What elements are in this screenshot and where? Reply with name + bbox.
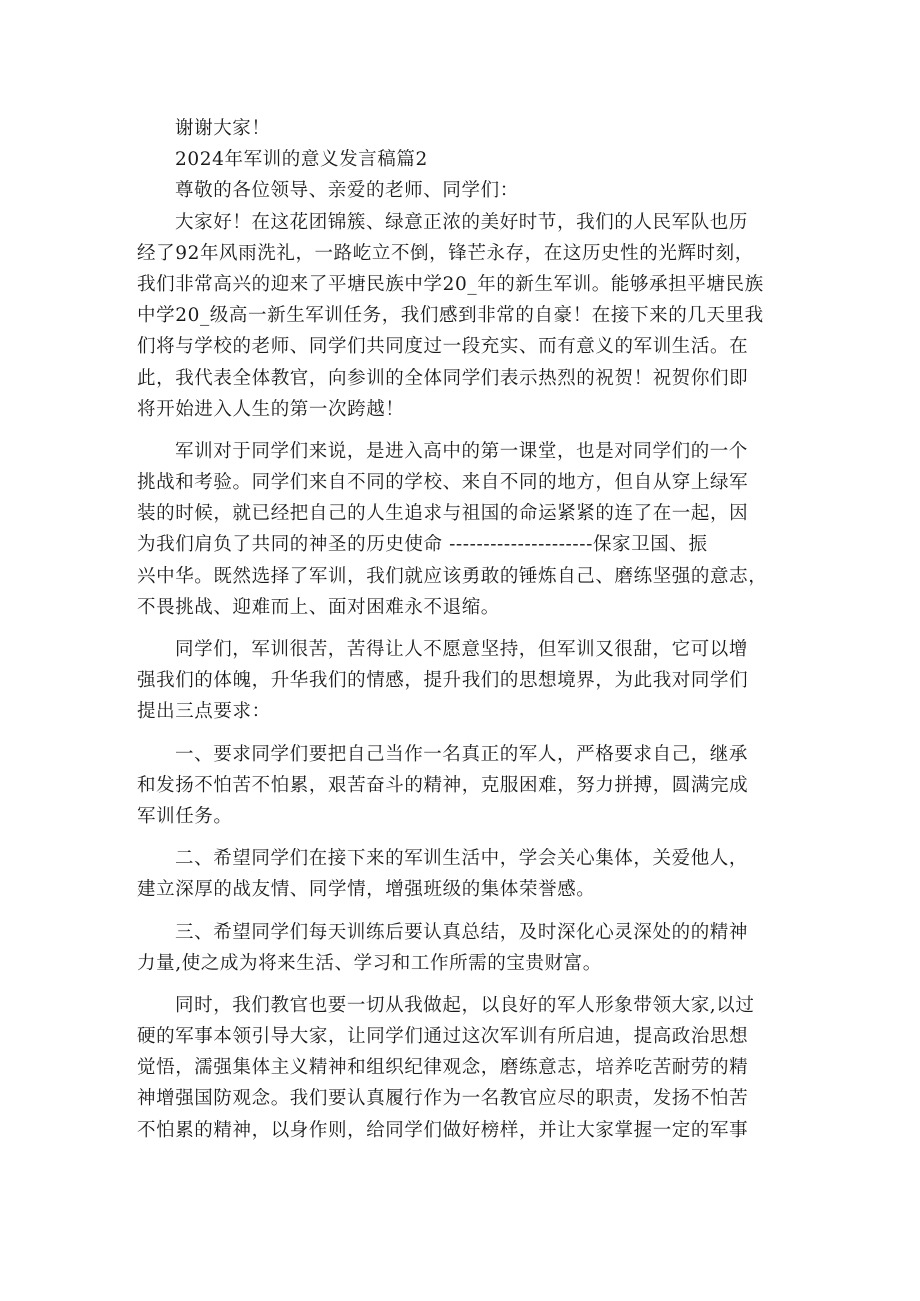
text-line: 挑战和考验。同学们来自不同的学校、来自不同的地方，但自从穿上绿军 — [137, 472, 749, 494]
text-line: 不畏挑战、迎难而上、面对困难永不退缩。 — [137, 596, 500, 618]
text-line: 觉悟，濡强集体主义精神和组织纪律观念，磨练意志，培养吃苦耐劳的精 — [137, 1057, 749, 1079]
text-line: 和发扬不怕苦不怕累，艰苦奋斗的精神，克服困难，努力拼搏，圆满完成 — [137, 774, 749, 796]
text-line: 不怕累的精神，以身作则，给同学们做好榜样，并让大家掌握一定的军事 — [137, 1119, 749, 1141]
text-line: 为我们肩负了共同的神圣的历史使命 ---------------------保家卫国、振 — [137, 534, 708, 556]
salutation: 尊敬的各位领导、亲爱的老师、同学们： — [175, 180, 519, 202]
text-line: 建立深厚的战友情、同学情，增强班级的集体荣誉感。 — [137, 879, 596, 901]
text-line: 大家好！在这花团锦簇、绿意正浓的美好时节，我们的人民军队也历 — [175, 211, 749, 233]
text-line: 强我们的体魄，升华我们的情感，提升我们的思想境界，为此我对同学们 — [137, 670, 749, 692]
text-line: 军训对于同学们来说，是进入高中的第一课堂，也是对同学们的一个 — [175, 440, 749, 462]
text-line: 将开始进入人生的第一次跨越！ — [137, 398, 405, 420]
text-line: 同时，我们教官也要一切从我做起，以良好的军人形象带领大家,以过 — [175, 994, 755, 1016]
text-line: 神增强国防观念。我们要认真履行作为一名教官应尽的职责，发扬不怕苦 — [137, 1088, 749, 1110]
text-line: 硬的军事本领引导大家，让同学们通过这次军训有所启迪，提高政治思想 — [137, 1026, 749, 1048]
text-line: 装的时候，就已经把自己的人生追求与祖国的命运紧紧的连了在一起，因 — [137, 503, 749, 525]
text-line: 此，我代表全体教官，向参训的全体同学们表示热烈的祝贺！祝贺你们即 — [137, 367, 749, 389]
text-line-thanks: 谢谢大家！ — [175, 118, 271, 139]
text-line: 们将与学校的老师、同学们共同度过一段充实、而有意义的军训生活。在 — [137, 336, 749, 358]
text-line: 二、希望同学们在接下来的军训生活中，学会关心集体，关爱他人， — [175, 848, 749, 870]
text-line: 经了92年风雨洗礼，一路屹立不倒，锋芒永存，在这历史性的光辉时刻， — [137, 242, 754, 264]
text-line: 同学们，军训很苦，苦得让人不愿意坚持，但军训又很甜，它可以增 — [175, 639, 749, 660]
text-line: 三、希望同学们每天训练后要认真总结，及时深化心灵深处的的精神 — [175, 921, 749, 943]
text-line: 一、要求同学们要把自己当作一名真正的军人，严格要求自己，继承 — [175, 743, 749, 765]
document-body — [137, 113, 797, 1146]
text-line: 中学20_级高一新生军训任务，我们感到非常的自豪！在接下来的几天里我 — [137, 305, 764, 327]
text-line: 兴中华。既然选择了军训，我们就应该勇敢的锤炼自己、磨练坚强的意志， — [137, 565, 768, 587]
section-title: 2024年军训的意义发言稿篇2 — [175, 149, 428, 171]
text-line: 军训任务。 — [137, 805, 233, 827]
text-line: 提出三点要求： — [137, 701, 271, 723]
text-line: 力量,使之成为将来生活、学习和工作所需的宝贵财富。 — [137, 952, 602, 974]
text-line: 我们非常高兴的迎来了平塘民族中学20_年的新生军训。能够承担平塘民族 — [137, 273, 764, 295]
